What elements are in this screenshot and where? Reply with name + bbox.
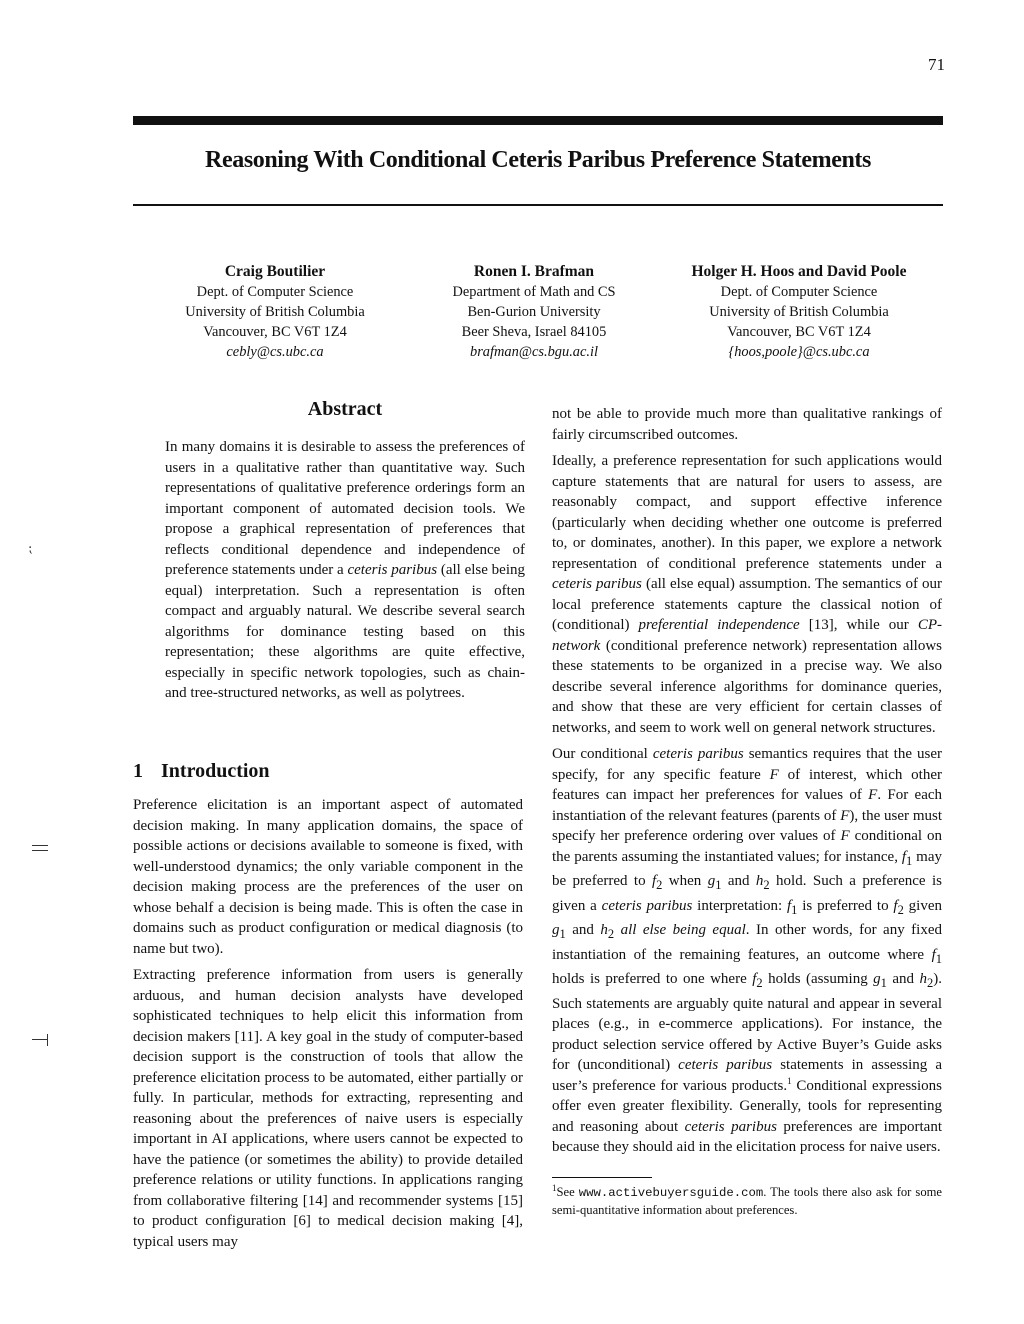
author-name: Holger H. Hoos and David Poole bbox=[691, 263, 907, 280]
paper-title: Reasoning With Conditional Ceteris Paribus Preference Statements bbox=[205, 147, 871, 173]
author-institution: University of British Columbia bbox=[709, 304, 889, 320]
author-block-1 bbox=[140, 262, 410, 362]
paragraph: Ideally, a preference representation for such applications would capture statements that are natural for users to assess, are reasonably compact, and support effective inference (particularly when deciding whether one outcome is preferred to, or dominates, another). In this paper, we explore a network representation of conditional preference statements under a ceteris paribus (all else equal) assumption. The semantics of our local preference statements capture the classical notion of (conditional) preferential independence [13], while our CP-network (conditional preference network) representation allows these statements to be organized in a precise way. We also describe several inference algorithms for dominance queries, and show that these are very efficient for certain classes of networks, and seem to work well on general network structures. bbox=[552, 453, 943, 736]
author-email: {hoos,poole}@cs.ubc.ca bbox=[728, 344, 870, 360]
author-email: brafman@cs.bgu.ac.il bbox=[470, 344, 598, 360]
title-rule-top bbox=[133, 116, 943, 125]
margin-mark-dot: ⁏ bbox=[28, 540, 33, 555]
abstract-text: In many domains it is desirable to assess the preferences of users in a qualitative rather than quantitative way. Such representations of qualitative preference orderings form an important component of automated decision tools. We propose a graphical representation of preferences that reflects conditional dependence and independence of preference statements under a ceteris paribus (all else being equal) interpretation. Such a representation is often compact and arguably natural. We describe several search algorithms for dominance testing based on this representation; these algorithms are quite effective, especially in specific network topologies, such as chain- and tree-structured networks, as well as polytrees. bbox=[165, 439, 525, 701]
abstract-heading: Abstract bbox=[307, 398, 383, 420]
author-institution: Ben-Gurion University bbox=[467, 304, 601, 320]
footnote-mark: 1 bbox=[552, 1182, 557, 1193]
paragraph: Preference elicitation is an important aspect of automated decision making. In many application domains, the space of possible actions or decisions available to someone is fixed, with well-understood dynamics; the only variable component in the decision making process are the preferences of the user on whose behalf a decision is being made. This is often the case in domains such as product configuration or medical diagnosis (to name but two). bbox=[133, 797, 523, 957]
author-address: Beer Sheva, Israel 84105 bbox=[461, 324, 607, 340]
author-block-3 bbox=[664, 262, 934, 362]
paragraph: not be able to provide much more than qualitative rankings of fairly circumscribed outcomes. bbox=[552, 406, 942, 443]
footnote: $^1$See www.activebuyersguide.com. The tools there also ask for some semi-quantitative information about preferences. bbox=[552, 1182, 942, 1217]
author-address: Vancouver, BC V6T 1Z4 bbox=[203, 324, 347, 340]
author-affiliation: Dept. of Computer Science bbox=[196, 284, 354, 300]
author-institution: University of British Columbia bbox=[185, 304, 365, 320]
footnote-url[interactable]: www.activebuyersguide.com bbox=[578, 1186, 764, 1200]
left-column-body bbox=[133, 795, 523, 1258]
title-rule-bottom bbox=[133, 204, 943, 206]
paragraph: Extracting preference information from users is generally arduous, and human decision analysts have developed sophisticated techniques to help elicit this information from decision makers [11]. A key goal in the study of computer-based decision support is the construction of tools that allow the preference elicitation process to be automated, either partially or fully. In particular, methods for extracting, representing and reasoning about the preferences of naive users is especially important in AI applications, where users cannot be expected to have the patience (or sometimes the ability) to provide detailed preference relations or utility functions. In applications ranging from collaborative filtering [14] and recommender systems [15] to product configuration [6] to medical decision making [4], typical users may bbox=[133, 967, 523, 1250]
section-heading-introduction bbox=[133, 760, 523, 783]
paragraph: Our conditional ceteris paribus semantics requires that the user specify, for any specific feature F of interest, which other features can impact her preferences for values of F. For each instantiation of the relevant features (parents of F), the user must specify her preference ordering over values of F conditional on the parents assuming the instantiated values; for instance, $f_1$ may be preferred to $f_2$ when $g_1$ and $h_2$ hold. Such a preference is given a ceteris paribus interpretation: $f_1$ is preferred to $f_2$ given $g_1$ and $h_2$ all else being equal. In other words, for any fixed instantiation of the remaining features, an outcome where $f_1$ holds is preferred to one where $f_2$ holds (assuming $g_1$ and $h_2$). Such statements are arguably quite natural and appear in several places (e.g., in e-commerce applications). For instance, the product selection service offered by Active Buyer’s Guide asks for (unconditional) ceteris paribus statements in assessing a user’s preference for various products.$^1$ Conditional expressions offer even greater flexibility. Generally, tools for representing and reasoning about ceteris paribus preferences are important because they should aid in the elicitation process for naive users. bbox=[552, 746, 943, 1155]
section-title: Introduction bbox=[161, 760, 270, 782]
section-number: 1 bbox=[133, 760, 143, 782]
author-email: cebly@cs.ubc.ca bbox=[226, 344, 324, 360]
footnote-rule bbox=[552, 1177, 652, 1178]
author-address: Vancouver, BC V6T 1Z4 bbox=[727, 324, 871, 340]
author-name: Craig Boutilier bbox=[224, 263, 326, 280]
page-number: 71 bbox=[928, 55, 945, 74]
footnote-reference[interactable]: 1 bbox=[787, 1075, 792, 1086]
author-affiliation: Department of Math and CS bbox=[452, 284, 616, 300]
author-name: Ronen I. Brafman bbox=[473, 263, 595, 280]
author-block-2 bbox=[399, 262, 669, 362]
margin-mark-equals bbox=[28, 842, 50, 854]
right-column-body bbox=[552, 404, 942, 1164]
author-affiliation: Dept. of Computer Science bbox=[720, 284, 878, 300]
margin-mark-tee bbox=[28, 1034, 50, 1046]
